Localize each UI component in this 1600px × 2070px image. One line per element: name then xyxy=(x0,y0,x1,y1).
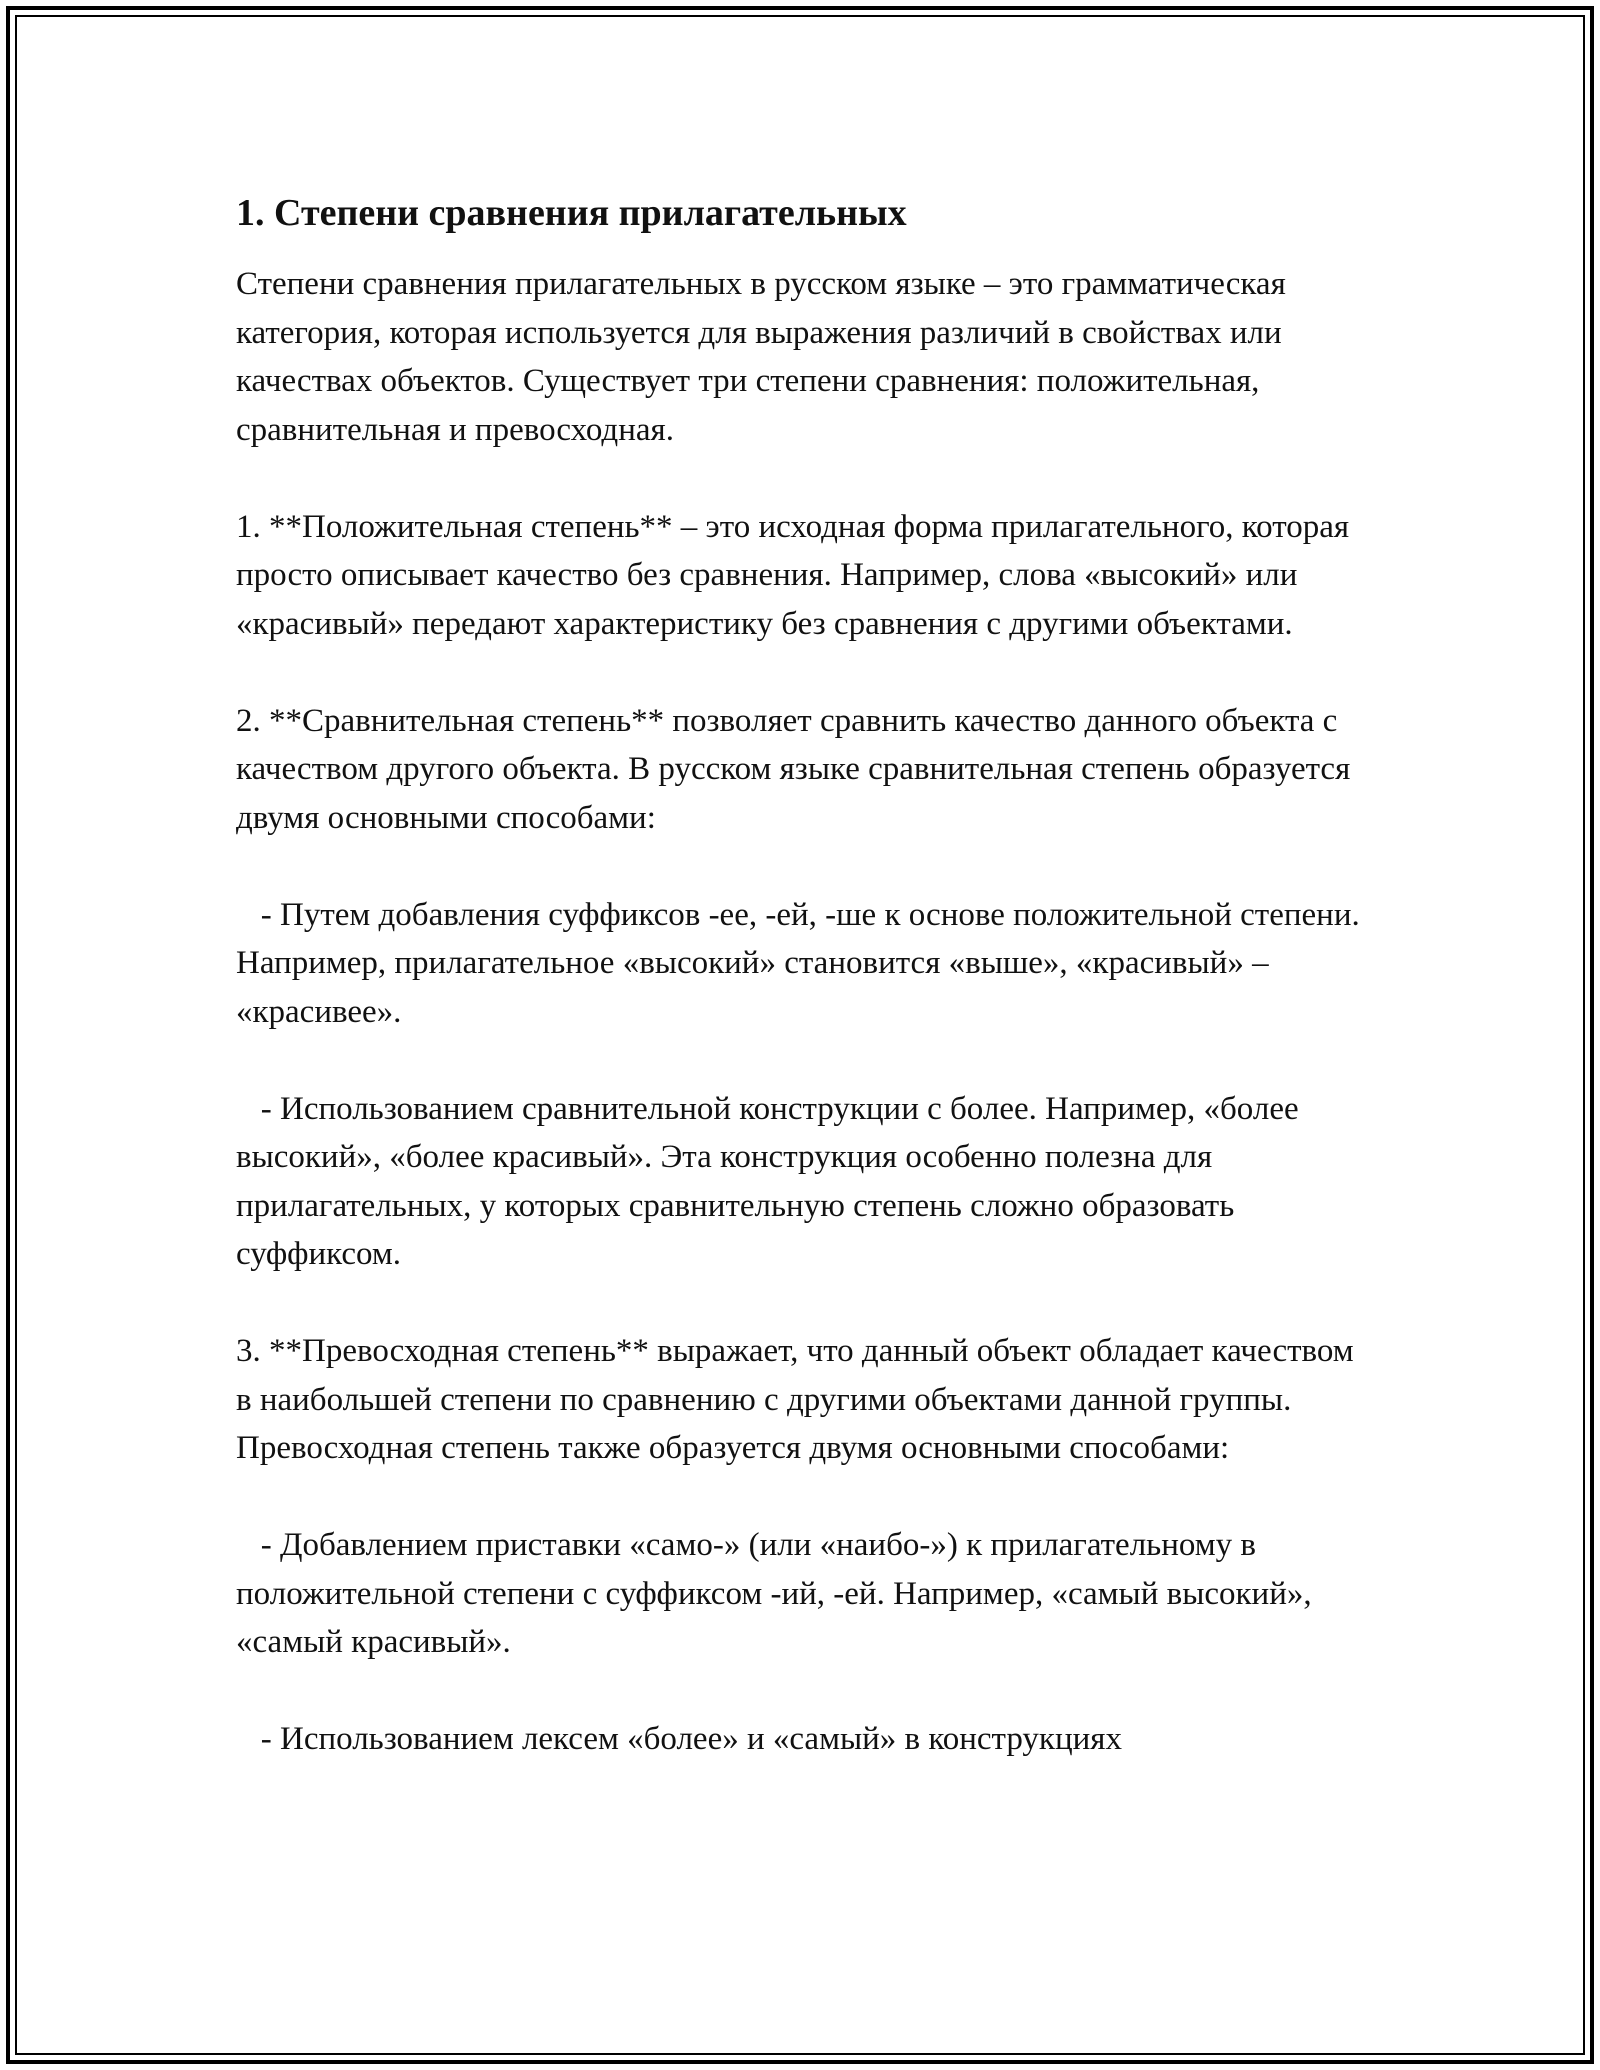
paragraph-positive-degree: 1. **Положительная степень** – это исходная форма прилагательного, которая просто описывает качество без сравнения. Например, слова «высокий» или «красивый» передают характеристику без сравнения с другими объектами. xyxy=(236,508,1358,642)
paragraph-comparative-construction: - Использованием сравнительной конструкции с более. Например, «более высокий», «более красивый». Эта конструкция особенно полезна для прилагательных, у которых сравнительную степень сложно образовать суффиксом. xyxy=(236,1090,1307,1272)
paragraph-superlative-lexemes: - Использованием лексем «более» и «самый» в конструкциях xyxy=(236,1721,1122,1757)
paragraph-comparative-degree: 2. **Сравнительная степень** позволяет сравнить качество данного объекта с качеством другого объекта. В русском языке сравнительная степень образуется двумя основными способами: xyxy=(236,702,1359,836)
paragraph-intro: Степени сравнения прилагательных в русском языке – это грамматическая категория, которая используется для выражения различий в свойствах или качествах объектов. Существует три степени сравнения: положительная, сравнительная и превосходная. xyxy=(236,266,1294,448)
section-heading: 1. Степени сравнения прилагательных xyxy=(236,192,907,234)
paragraph-superlative-degree: 3. **Превосходная степень** выражает, что данный объект обладает качеством в наибольшей степени по сравнению с другими объектами данной группы. Превосходная степень также образуется двумя основными способами: xyxy=(236,1333,1362,1466)
paragraph-comparative-suffixes: - Путем добавления суффиксов -ее, -ей, -ше к основе положительной степени. Например, прилагательное «высокий» становится «выше», «красивый» – «красивее». xyxy=(236,896,1368,1030)
paragraph-superlative-prefix: - Добавлением приставки «само-» (или «наибо-») к прилагательному в положительной степени с суффиксом -ий, -ей. Например, «самый высокий», «самый красивый». xyxy=(236,1527,1320,1660)
document-body xyxy=(236,188,1376,1764)
